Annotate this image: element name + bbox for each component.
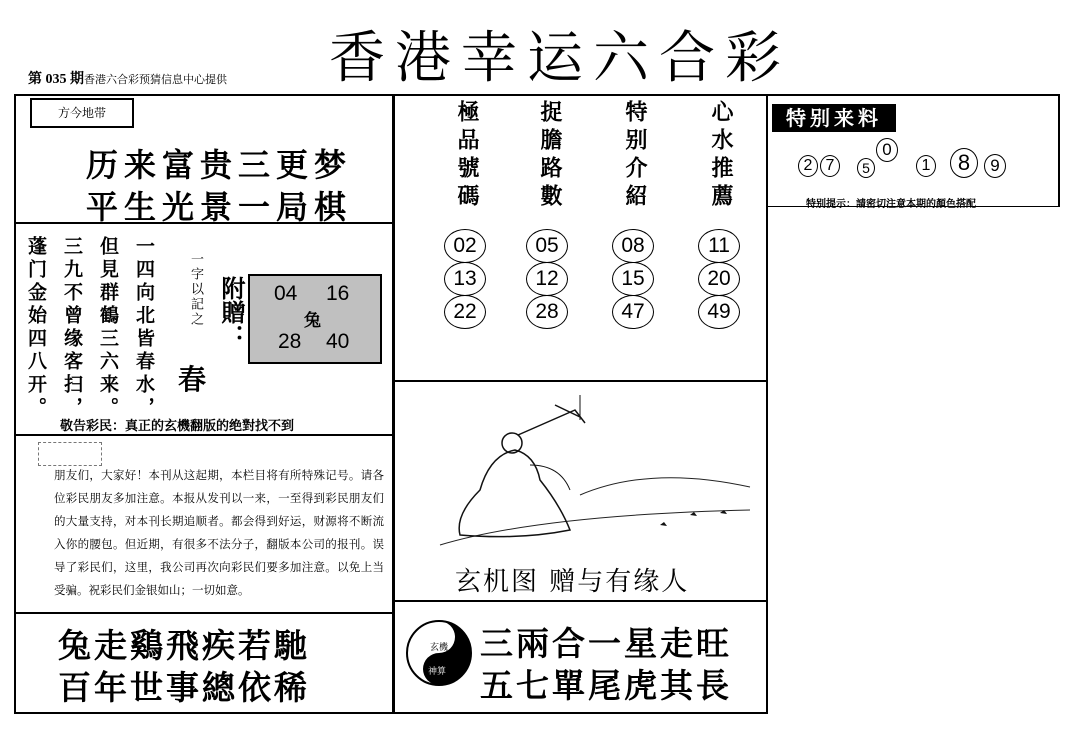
gift-zodiac: 兔 bbox=[304, 311, 321, 331]
left-sep-2 bbox=[16, 434, 392, 436]
verse-column-2: 但見群鶴三六来。 bbox=[97, 236, 119, 420]
bottom-poem-left-2: 百年世事總依稀 bbox=[58, 668, 310, 707]
verse-column-4: 蓬门金始四八开。 bbox=[25, 236, 47, 420]
number-ball: 28 bbox=[526, 295, 568, 329]
special-hint: 特别提示：請密切注意本期的顏色搭配 bbox=[806, 199, 976, 210]
number-ball: 08 bbox=[612, 229, 654, 263]
number-ball: 13 bbox=[444, 262, 486, 296]
gift-word: 春 bbox=[178, 363, 207, 396]
warning-text: 敬告彩民：真正的玄機翻版的绝對找不到 bbox=[60, 419, 295, 434]
poem-line-2: 平生光景一局棋 bbox=[86, 188, 353, 226]
number-ball: 49 bbox=[698, 295, 740, 329]
column-heading: 極品號碼 bbox=[454, 100, 480, 212]
number-ball: 47 bbox=[612, 295, 654, 329]
verse-column-1: 一四向北皆春水， bbox=[133, 236, 155, 420]
yinyang-icon bbox=[404, 618, 474, 688]
gift-label: 附贈： bbox=[217, 276, 246, 348]
page-title: 香港幸运六合彩 bbox=[329, 26, 791, 91]
digit-circle: 9 bbox=[984, 154, 1006, 178]
number-ball: 02 bbox=[444, 229, 486, 263]
verse-column-3: 三九不曾缘客扫， bbox=[61, 236, 83, 420]
center-sep-1 bbox=[395, 380, 766, 382]
number-ball: 05 bbox=[526, 229, 568, 263]
column-heading: 心水推薦 bbox=[708, 100, 734, 212]
gift-number: 40 bbox=[326, 330, 350, 353]
digit-circle: 8 bbox=[950, 148, 978, 178]
illustration-caption: 玄机图 赠与有缘人 bbox=[455, 567, 690, 597]
digit-circle: 5 bbox=[857, 158, 875, 178]
divider-center-right bbox=[766, 96, 768, 712]
digit-circle: 2 bbox=[798, 155, 818, 177]
issue-number: 第 035 期 bbox=[28, 72, 84, 87]
special-heading: 特别来料 bbox=[772, 104, 896, 132]
number-ball: 20 bbox=[698, 262, 740, 296]
column-heading: 特别介紹 bbox=[622, 100, 648, 212]
number-ball: 12 bbox=[526, 262, 568, 296]
number-ball: 22 bbox=[444, 295, 486, 329]
yinyang-label: 玄機 bbox=[430, 643, 449, 653]
section-tag: 方今地带 bbox=[30, 98, 134, 128]
number-ball: 11 bbox=[698, 229, 740, 263]
frame-bottom bbox=[14, 712, 768, 714]
bottom-poem-center-2: 五七單尾虎其長 bbox=[480, 666, 732, 705]
poem-line-1: 历来富贵三更梦 bbox=[86, 146, 353, 184]
divider-left-center bbox=[392, 96, 395, 712]
frame-right-top bbox=[1058, 94, 1060, 206]
yinyang-label: 神算 bbox=[428, 667, 447, 677]
issue-line bbox=[28, 68, 227, 88]
small-note: 一字以記之 bbox=[188, 252, 203, 327]
digit-circle: 0 bbox=[876, 138, 898, 162]
bottom-poem-center-1: 三兩合一星走旺 bbox=[480, 624, 732, 663]
gift-number: 04 bbox=[274, 282, 298, 305]
gift-number: 28 bbox=[278, 330, 302, 353]
digit-circle: 1 bbox=[916, 155, 936, 177]
column-heading: 捉膽路數 bbox=[537, 100, 563, 212]
digit-circle: 7 bbox=[820, 155, 840, 177]
frame-left bbox=[14, 94, 16, 714]
center-sep-2 bbox=[395, 600, 766, 602]
number-ball: 15 bbox=[612, 262, 654, 296]
frame-top bbox=[14, 94, 1060, 96]
sage-illustration bbox=[420, 395, 760, 555]
paragraph-tag bbox=[38, 442, 102, 466]
left-sep-3 bbox=[16, 612, 392, 614]
bottom-poem-left-1: 兔走鷄飛疾若馳 bbox=[58, 626, 310, 665]
notice-paragraph: 朋友们，大家好！本刊从这起期，本栏目将有所特殊记号。请各位彩民朋友多加注意。本报从发刊以一来，一至得到彩民朋友们的大量支持，对本刊长期追顺者。都会得到好运，财源将不断流入你的腰包。但近期，有很多不法分子，翻版本公司的报刊。误导了彩民们，这里，我公司再次向彩民们要多加注意。以免上当受骗。祝彩民们金银如山；一切如意。 bbox=[54, 468, 384, 597]
gift-number-box bbox=[248, 274, 382, 364]
issue-provider: 香港六合彩预猜信息中心提供 bbox=[84, 74, 227, 86]
gift-number: 16 bbox=[326, 282, 350, 305]
